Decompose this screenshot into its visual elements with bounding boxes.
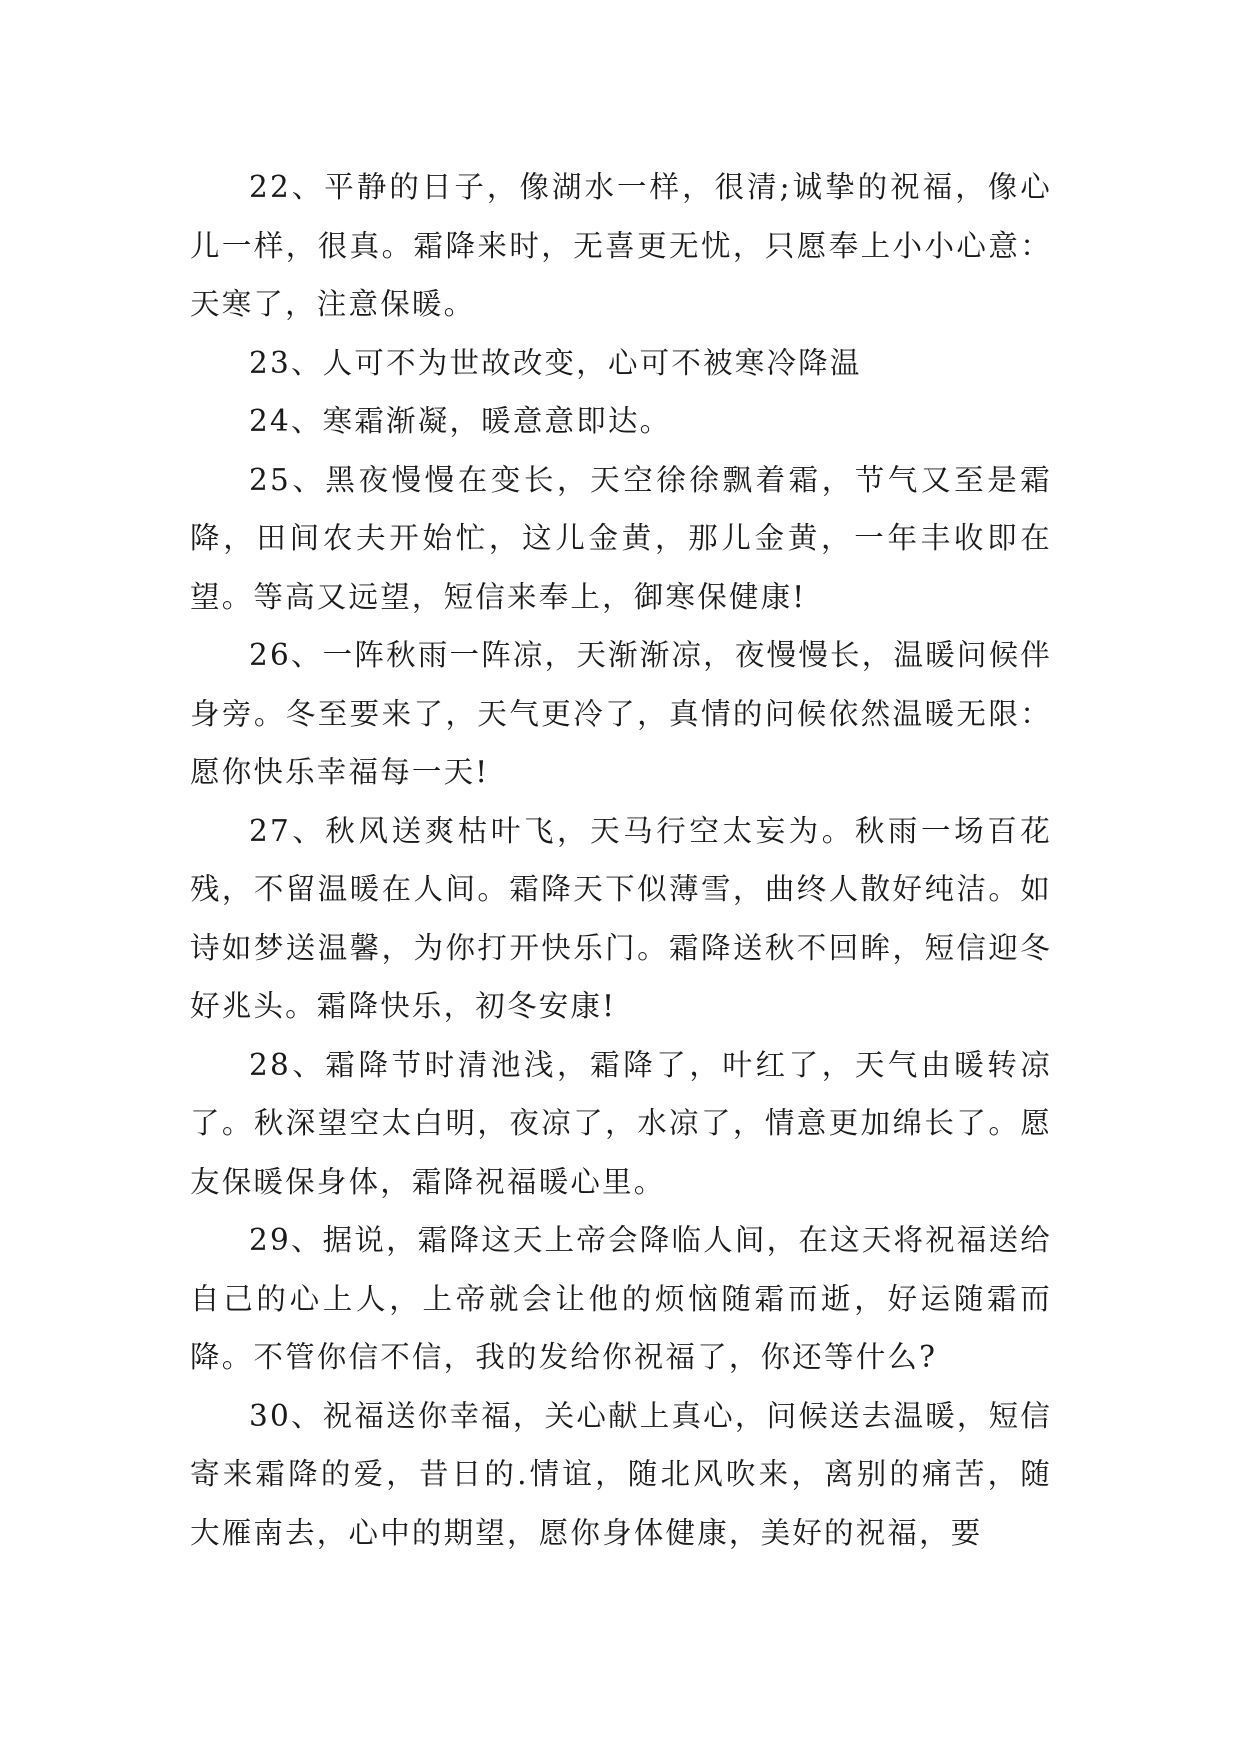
paragraph-29: 29、据说，霜降这天上帝会降临人间，在这天将祝福送给自己的心上人，上帝就会让他的烦恼随霜而逝，好运随霜而降。不管你信不信，我的发给你祝福了，你还等什么?	[190, 1223, 1052, 1374]
paragraph-30: 30、祝福送你幸福，关心献上真心，问候送去温暖，短信寄来霜降的爱，昔日的.情谊，随北风吹来，离别的痛苦，随大雁南去，心中的期望，愿你身体健康，美好的祝福，要	[190, 1398, 1052, 1550]
document-body	[190, 158, 1052, 1562]
paragraph-23: 23、人可不为世故改变，心可不被寒冷降温	[249, 345, 862, 380]
paragraph-28: 28、霜降节时清池浅，霜降了，叶红了，天气由暖转凉了。秋深望空太白明，夜凉了，水凉了，情意更加绵长了。愿友保暖保身体，霜降祝福暖心里。	[190, 1047, 1052, 1199]
paragraph-22: 22、平静的日子，像湖水一样，很清;诚挚的祝福，像心儿一样，很真。霜降来时，无喜更无忧，只愿奉上小小心意：天寒了，注意保暖。	[190, 170, 1052, 321]
paragraph-24: 24、寒霜渐凝，暖意意即达。	[249, 404, 672, 438]
paragraph-26: 26、一阵秋雨一阵凉，天渐渐凉，夜慢慢长，温暖问候伴身旁。冬至要来了，天气更冷了，真情的问候依然温暖无限：愿你快乐幸福每一天!	[190, 638, 1052, 789]
paragraph-25: 25、黑夜慢慢在变长，天空徐徐飘着霜，节气又至是霜降，田间农夫开始忙，这儿金黄，那儿金黄，一年丰收即在望。等高又远望，短信来奉上，御寒保健康!	[190, 462, 1052, 614]
paragraph-27: 27、秋风送爽枯叶飞，天马行空太妄为。秋雨一场百花残，不留温暖在人间。霜降天下似薄雪，曲终人散好纯洁。如诗如梦送温馨，为你打开快乐门。霜降送秋不回眸，短信迎冬好兆头。霜降快乐，初冬安康!	[190, 813, 1052, 1023]
